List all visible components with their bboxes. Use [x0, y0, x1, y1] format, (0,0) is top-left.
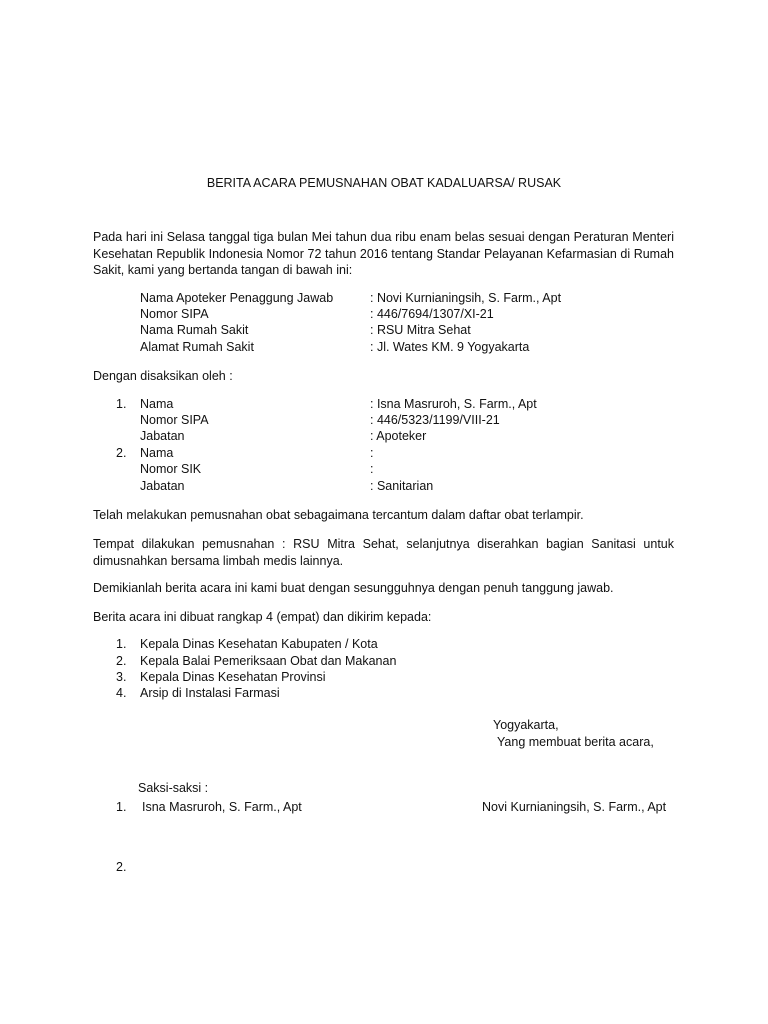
- document-title: BERITA ACARA PEMUSNAHAN OBAT KADALUARSA/ RUSAK: [206, 176, 562, 190]
- pharmacist-name-label: Nama Apoteker Penaggung Jawab: [140, 291, 334, 305]
- place-paragraph: Tempat dilakukan pemusnahan : RSU Mitra Sehat, selanjutnya diserahkan bagian Sanitasi untuk dimusnahkan bersama limbah medis lainnya.: [93, 537, 674, 568]
- sign-witness-2-number: 2.: [116, 860, 127, 874]
- done-paragraph: Telah melakukan pemusnahan obat sebagaimana tercantum dalam daftar obat terlampir.: [93, 508, 584, 522]
- witness-2-sik-label: Nomor SIK: [140, 462, 202, 476]
- intro-paragraph: Pada hari ini Selasa tanggal tiga bulan Mei tahun dua ribu enam belas sesuai dengan Peraturan Menteri Kesehatan Republik Indonesia Nomor 72 tahun 2016 tentang Standar Pelayanan Kefarmasian di Rumah Sakit, kami yang bertanda tangan di bawah ini:: [93, 230, 674, 277]
- recipient-4-number: 4.: [116, 686, 127, 700]
- recipient-3-number: 3.: [116, 670, 127, 684]
- recipient-4-text: Arsip di Instalasi Farmasi: [140, 686, 280, 700]
- maker-label: Yang membuat berita acara,: [497, 735, 654, 749]
- witnesses-label: Saksi-saksi :: [138, 781, 209, 795]
- witness-2-name-value: :: [370, 446, 374, 460]
- witnessed-by-label: Dengan disaksikan oleh :: [93, 369, 233, 383]
- witness-1-position-value: : Apoteker: [370, 429, 427, 443]
- recipient-2-number: 2.: [116, 654, 127, 668]
- sign-witness-1-number: 1.: [116, 800, 127, 814]
- witness-1-number: 1.: [116, 397, 127, 411]
- witness-1-sipa-value: : 446/5323/1199/VIII-21: [370, 413, 500, 427]
- witness-2-position-value: : Sanitarian: [370, 479, 434, 493]
- witness-1-sipa-label: Nomor SIPA: [140, 413, 209, 427]
- signature-place: Yogyakarta,: [493, 718, 559, 732]
- copies-paragraph: Berita acara ini dibuat rangkap 4 (empat) dan dikirim kepada:: [93, 610, 432, 624]
- recipient-2-text: Kepala Balai Pemeriksaan Obat dan Makanan: [140, 654, 397, 668]
- hospital-address-label: Alamat Rumah Sakit: [140, 340, 254, 354]
- recipient-1-number: 1.: [116, 637, 127, 651]
- hospital-name-value: : RSU Mitra Sehat: [370, 323, 471, 337]
- sign-maker-name: Novi Kurnianingsih, S. Farm., Apt: [482, 800, 667, 814]
- witness-1-position-label: Jabatan: [140, 429, 185, 443]
- witness-2-number: 2.: [116, 446, 127, 460]
- witness-2-position-label: Jabatan: [140, 479, 185, 493]
- recipient-3-text: Kepala Dinas Kesehatan Provinsi: [140, 670, 326, 684]
- pharmacist-sipa-label: Nomor SIPA: [140, 307, 209, 321]
- hospital-name-label: Nama Rumah Sakit: [140, 323, 249, 337]
- witness-2-sik-value: :: [370, 462, 374, 476]
- witness-1-name-value: : Isna Masruroh, S. Farm., Apt: [370, 397, 537, 411]
- pharmacist-name-value: : Novi Kurnianingsih, S. Farm., Apt: [370, 291, 562, 305]
- sign-witness-1-name: Isna Masruroh, S. Farm., Apt: [142, 800, 302, 814]
- closing-paragraph: Demikianlah berita acara ini kami buat dengan sesungguhnya dengan penuh tanggung jawab.: [93, 581, 614, 595]
- recipient-1-text: Kepala Dinas Kesehatan Kabupaten / Kota: [140, 637, 378, 651]
- hospital-address-value: : Jl. Wates KM. 9 Yogyakarta: [370, 340, 530, 354]
- witness-2-name-label: Nama: [140, 446, 174, 460]
- witness-1-name-label: Nama: [140, 397, 174, 411]
- pharmacist-sipa-value: : 446/7694/1307/XI-21: [370, 307, 494, 321]
